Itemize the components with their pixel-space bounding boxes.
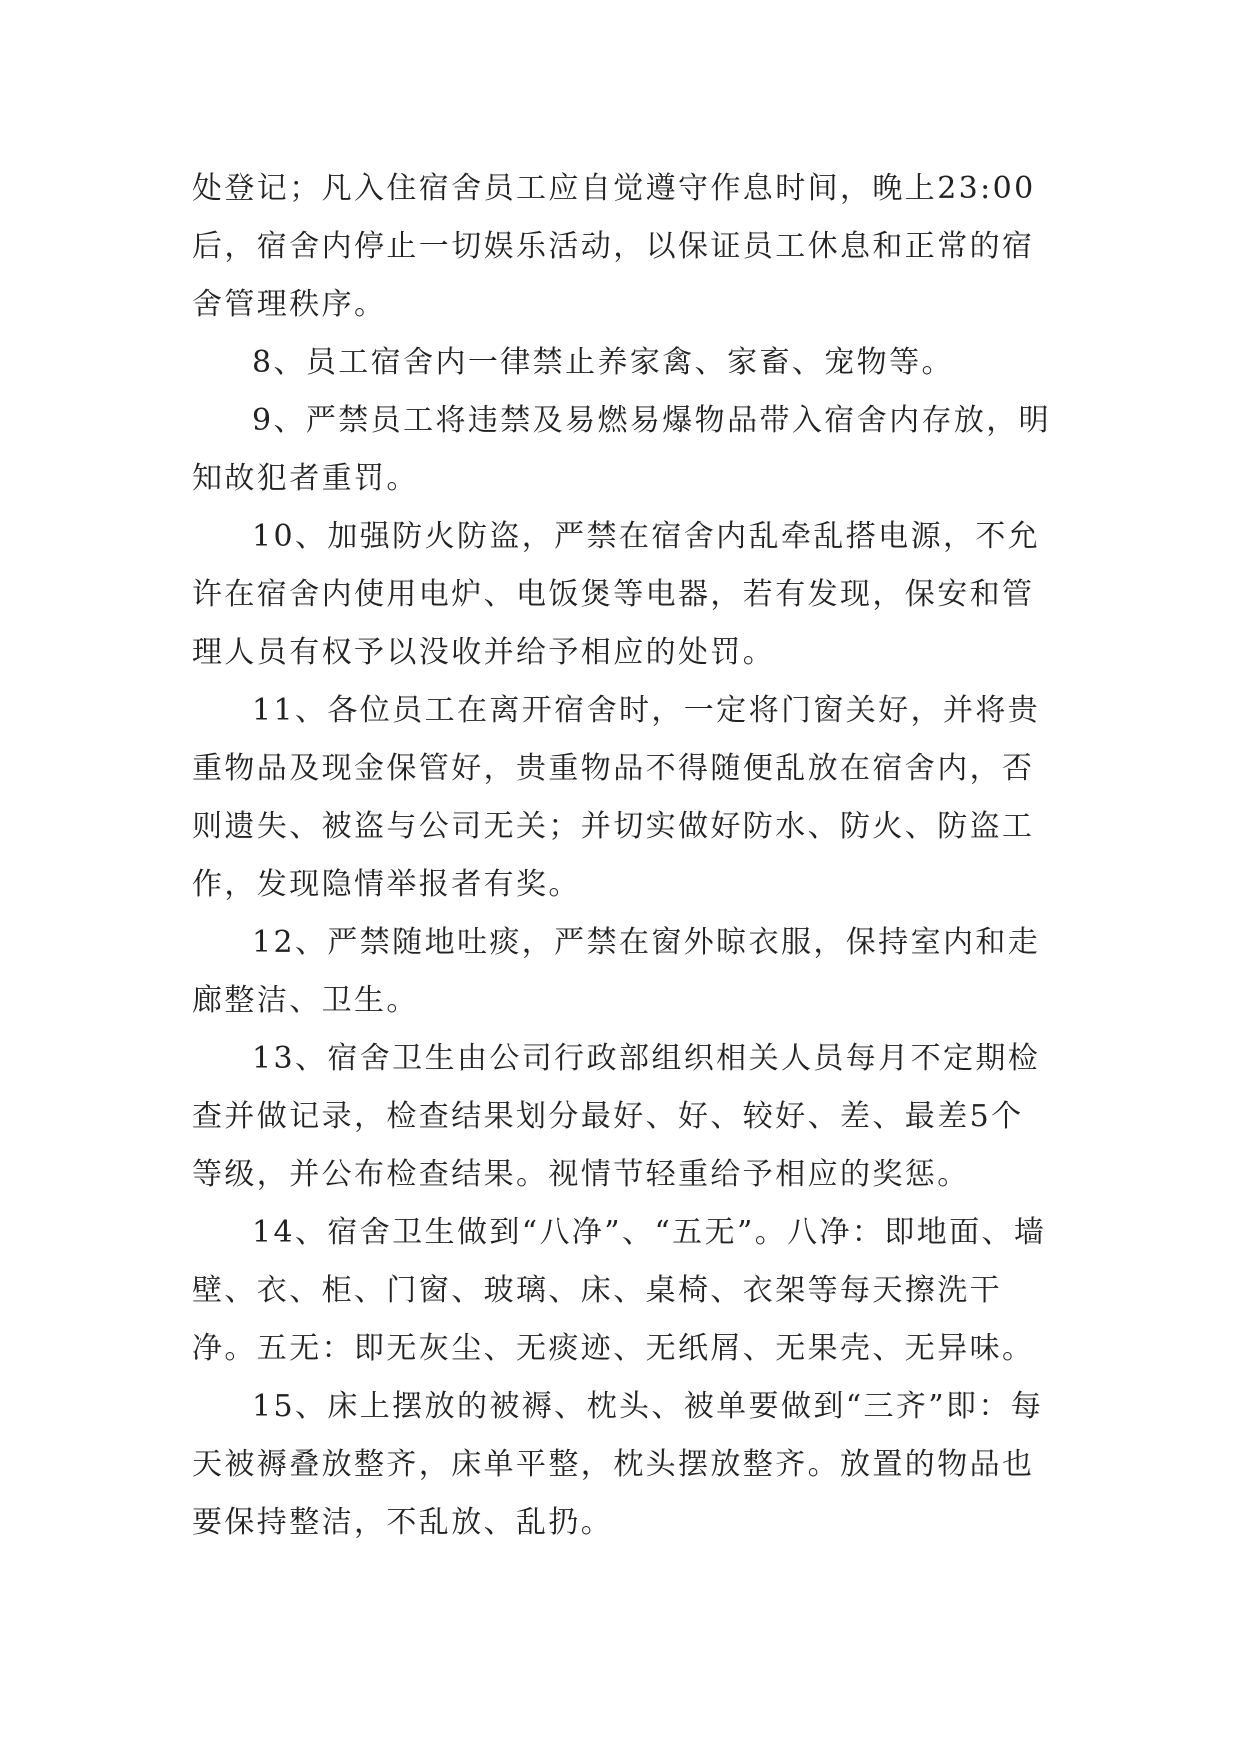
paragraph-13: 13、宿舍卫生由公司行政部组织相关人员每月不定期检查并做记录，检查结果划分最好、好、较好、差、最差5个等级，并公布检查结果。视情节轻重给予相应的奖惩。 (192, 1041, 1041, 1192)
paragraph-15: 15、床上摆放的被褥、枕头、被单要做到“三齐”即：每天被褥叠放整齐，床单平整，枕头摆放整齐。放置的物品也要保持整洁，不乱放、乱扔。 (192, 1389, 1044, 1540)
paragraph-14: 14、宿舍卫生做到“八净”、“五无”。八净：即地面、墙壁、衣、柜、门窗、玻璃、床、桌椅、衣架等每天擦洗干净。五无：即无灰尘、无痰迹、无纸屑、无果壳、无异味。 (192, 1215, 1047, 1366)
document-body (192, 160, 1052, 1552)
paragraph-8: 8、员工宿舍内一律禁止养家禽、家畜、宠物等。 (252, 345, 954, 380)
paragraph-12: 12、严禁随地吐痰，严禁在窗外晾衣服，保持室内和走廊整洁、卫生。 (192, 925, 1041, 1018)
paragraph-10: 10、加强防火防盗，严禁在宿舍内乱牵乱搭电源，不允许在宿舍内使用电炉、电饭煲等电器，若有发现，保安和管理人员有权予以没收并给予相应的处罚。 (192, 519, 1041, 670)
paragraph-7-continued: 处登记；凡入住宿舍员工应自觉遵守作息时间，晚上23:00后，宿舍内停止一切娱乐活动，以保证员工休息和正常的宿舍管理秩序。 (192, 171, 1036, 322)
paragraph-9: 9、严禁员工将违禁及易燃易爆物品带入宿舍内存放，明知故犯者重罚。 (192, 403, 1052, 496)
paragraph-11: 11、各位员工在离开宿舍时，一定将门窗关好，并将贵重物品及现金保管好，贵重物品不得随便乱放在宿舍内，否则遗失、被盗与公司无关；并切实做好防水、防火、防盗工作，发现隐情举报者有奖。 (192, 693, 1041, 902)
